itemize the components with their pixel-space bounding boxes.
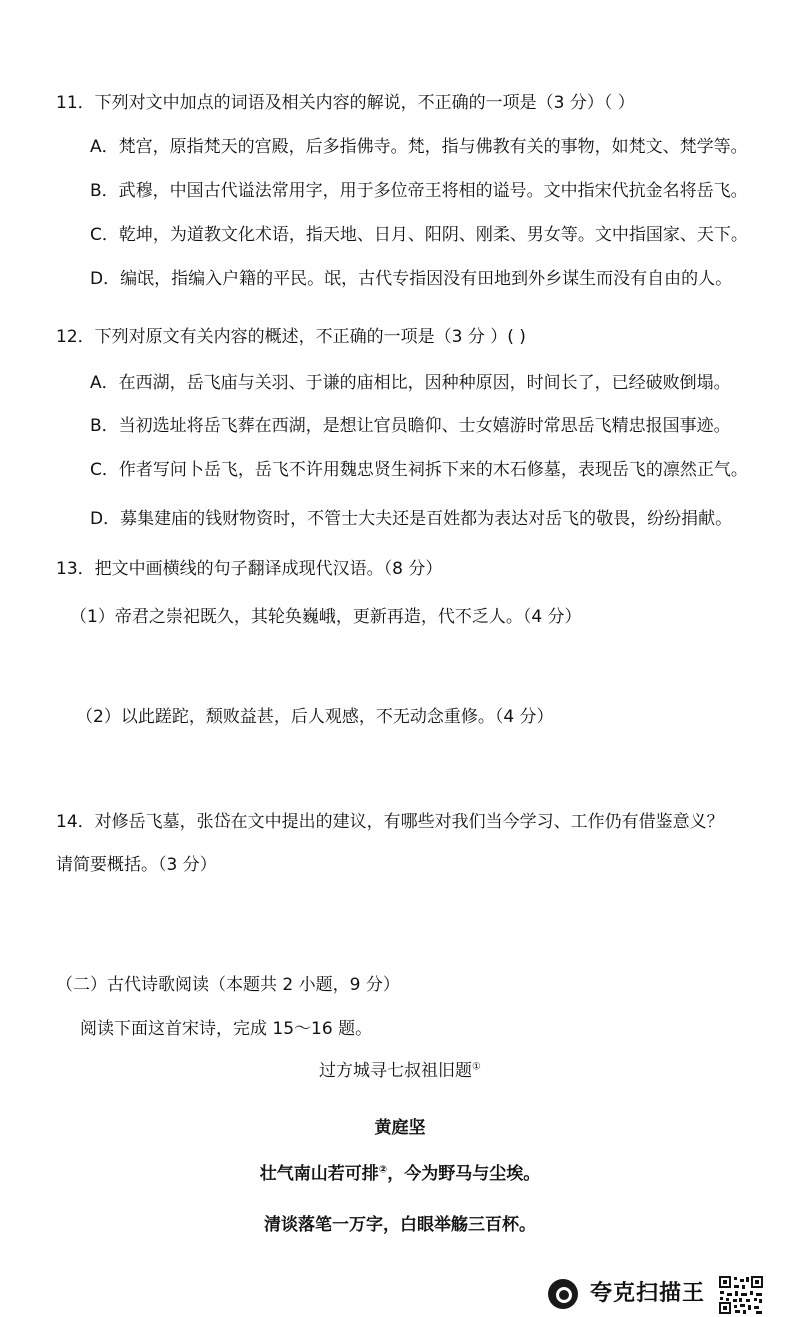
scanner-watermark: [548, 1275, 793, 1315]
q14-line-1: 14．对修岳飞墓，张岱在文中提出的建议，有哪些对我们当今学习、工作仍有借鉴意义？: [56, 812, 724, 832]
q12-option-d: D．募集建庙的钱财物资时，不管士大夫还是百姓都为表达对岳飞的敬畏，纷纷捐献。: [90, 509, 733, 529]
section-instruction: 阅读下面这首宋诗，完成 15～16 题。: [80, 1019, 373, 1039]
q11-option-b: B．武穆，中国古代谥法常用字，用于多位帝王将相的谥号。文中指宋代抗金名将岳飞。: [90, 181, 748, 201]
q13-sentence-1: （1）帝君之崇祀既久，其轮奂巍峨，更新再造，代不乏人。（4 分）: [70, 607, 582, 627]
q13-sentence-2: [76, 706, 554, 728]
q12-option-a: A．在西湖，岳飞庙与关羽、于谦的庙相比，因种种原因，时间长了，已经破败倒塌。: [90, 373, 731, 393]
poem-line-2: 清谈落笔一万字，白眼举觞三百杯。: [264, 1215, 536, 1235]
q12-stem: 12．下列对原文有关内容的概述，不正确的一项是（3 分 ）( ): [56, 327, 526, 347]
q14-line-2: 请简要概括。（3 分）: [56, 855, 217, 875]
poem-line-1: [0, 1163, 800, 1185]
footnote-mark-1: ①: [472, 1061, 481, 1073]
q13-sentence-2-text: 以此蹉跎，颓败益甚，后人观感，不无动念重修。（4 分）: [120, 707, 554, 727]
q11-option-d: D．编氓，指编入户籍的平民。氓，古代专指因没有田地到外乡谋生而没有自由的人。: [90, 269, 733, 289]
poem-author: 黄庭坚: [374, 1118, 426, 1138]
q11-option-c: C．乾坤，为道教文化术语，指天地、日月、阳阴、刚柔、男女等。文中指国家、天下。: [90, 225, 748, 245]
footnote-mark-2: ②: [378, 1164, 388, 1176]
poem-line-1-b: ，今为野马与尘埃。: [387, 1164, 541, 1184]
qr-code-icon: [718, 1275, 764, 1315]
poem-title-text: 过方城寻七叔祖旧题: [319, 1061, 473, 1081]
q11-option-a: A．梵宫，原指梵天的宫殿，后多指佛寺。梵，指与佛教有关的事物，如梵文、梵学等。: [90, 137, 748, 157]
quark-logo-icon: [548, 1279, 578, 1309]
q12-option-b: B．当初选址将岳飞葬在西湖，是想让官员瞻仰、士女嬉游时常思岳飞精忠报国事迹。: [90, 416, 731, 436]
q13-stem: 13．把文中画横线的句子翻译成现代汉语。（8 分）: [56, 559, 443, 579]
poem-line-1-a: 壮气南山若可排: [259, 1164, 379, 1184]
q11-stem: 11．下列对文中加点的词语及相关内容的解说，不正确的一项是（3 分）（ ）: [56, 93, 635, 113]
poem-title: [0, 1060, 800, 1082]
section-heading: （二）古代诗歌阅读（本题共 2 小题，9 分）: [56, 975, 400, 995]
q13-sentence-2-number: （2）: [76, 707, 121, 727]
scanner-brand: 夸克扫描王: [590, 1281, 706, 1306]
q12-option-c: C．作者写问卜岳飞，岳飞不许用魏忠贤生祠拆下来的木石修墓，表现岳飞的凛然正气。: [90, 460, 748, 480]
